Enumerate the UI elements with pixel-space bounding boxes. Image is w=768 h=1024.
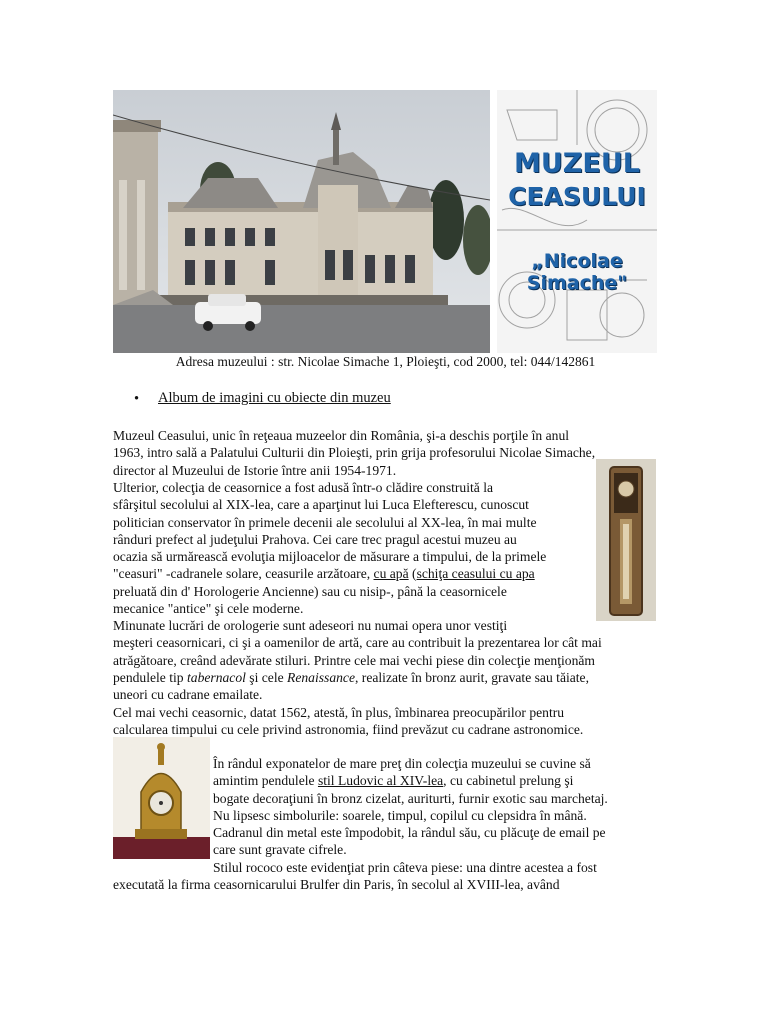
paragraph-rococo	[113, 876, 560, 893]
louis-xiv-pendulum-photo	[113, 737, 210, 859]
address-caption: Adresa muzeului : str. Nicolae Simache 1, Ploieşti, cod 2000, tel: 044/142861	[175, 354, 596, 369]
album-link[interactable]: Album de imagini cu obiecte din muzeu	[158, 390, 391, 406]
water-clock-sketch-link[interactable]: schiţa ceasului cu apa	[416, 566, 535, 582]
text-line: Minunate lucrări de orologerie sunt adeseori nu numai opera unor vestiţi	[113, 618, 508, 633]
text-line: amintim pendulele stil Ludovic al XIV-lea, cu cabinetul prelung şi	[213, 773, 574, 789]
text-line: Cadranul din metal este împodobit, la rândul său, cu plăcuţe de email pe	[213, 825, 606, 841]
text-line: care sunt gravate cifrele.	[213, 842, 347, 858]
text-line: calcularea timpului cu cele privind astronomia, fiind prevăzut cu cadrane astronomice.	[113, 722, 584, 738]
louis-xiv-style-link[interactable]: stil Ludovic al XIV-lea	[317, 773, 444, 789]
text-line: Nu lipsesc simbolurile: soarele, timpul, copilul cu clepsidra în mână.	[213, 807, 587, 823]
text-line: Stilul rococo este evidenţiat prin câteva piese: una dintre acestea a fost	[213, 859, 597, 875]
museum-building-photo	[113, 90, 490, 353]
text-line: uneori cu cadrane emailate.	[113, 687, 263, 703]
text-line: 1963, intro sală a Palatului Culturii din Ploieşti, prin grija profesorului Nicolae Simache,	[113, 445, 596, 461]
text-line: "ceasuri" -cadranele solare, ceasurile arzătoare, cu apă (schiţa ceasului cu apa	[113, 566, 535, 582]
text-line: Muzeul Ceasului, unic în reţeaua muzeelor din România, şi-a deschis porţile în anul	[113, 428, 570, 443]
text-line: preluată din d' Horologerie Ancienne) sau cu nisip-, până la ceasornicele	[113, 583, 507, 599]
text-line: Ulterior, colecţia de ceasornice a fost adusă într-o clădire construită la	[113, 480, 494, 495]
text-line: În rândul exponatelor de mare preţ din colecţia muzeului se cuvine să	[213, 756, 591, 771]
text-line: rânduri prefect al judeţului Prahova. Cei care trec pragul acestui muzeu au	[113, 531, 517, 547]
text-line: sfârşitul secolului al XIX-lea, care a aparţinut lui Luca Elefterescu, cunoscut	[113, 497, 529, 513]
text-line: pendulele tip tabernacol şi cele Renaissance, realizate în bronz aurit, gravate sau tăiate,	[113, 669, 589, 685]
wall-clock-photo	[596, 459, 656, 621]
logo-subtitle: „Nicolae Simache"	[526, 250, 628, 294]
text-line: politician conservator în primele decenii ale secolului al XX-lea, în mai multe	[113, 514, 537, 530]
paragraph-intro	[113, 427, 595, 479]
museum-logo	[497, 90, 657, 353]
paragraph-artistry	[113, 617, 602, 703]
text-line: executată la firma ceasornicarului Brulfer din Paris, în secolul al XVIII-lea, având	[113, 877, 560, 892]
paragraph-oldest-clock	[113, 704, 583, 739]
bullet-icon: •	[134, 391, 140, 407]
text-line: atrăgătoare, creând adevărate stiluri. Printre cele mai vechi piese din colecţie menţionăm	[113, 652, 595, 668]
logo-title-line1: MUZEUL	[514, 148, 640, 179]
paragraph-collection	[113, 479, 546, 617]
text-line: Cel mai vechi ceasornic, datat 1562, atestă, în plus, îmbinarea preocupărilor pentru	[113, 705, 565, 720]
text-line: meşteri ceasornicari, ci şi a oamenilor de artă, care au contribuit la prezentarea lor cât mai	[113, 635, 602, 651]
text-line: bogate decoraţiuni în bronz cizelat, auriturti, furnir exotic sau marchetaj.	[213, 790, 608, 806]
text-line: mecanice "antice" şi cele moderne.	[113, 601, 304, 617]
water-clock-link[interactable]: cu apă	[373, 566, 409, 582]
text-line: director al Muzeului de Istorie între anii 1954-1971.	[113, 462, 397, 478]
logo-title-line2: CEASULUI	[508, 182, 646, 211]
text-line: ocazia să urmărească evoluţia mijloacelor de măsurare a timpului, de la primele	[113, 549, 547, 565]
paragraph-exhibits	[213, 755, 608, 876]
